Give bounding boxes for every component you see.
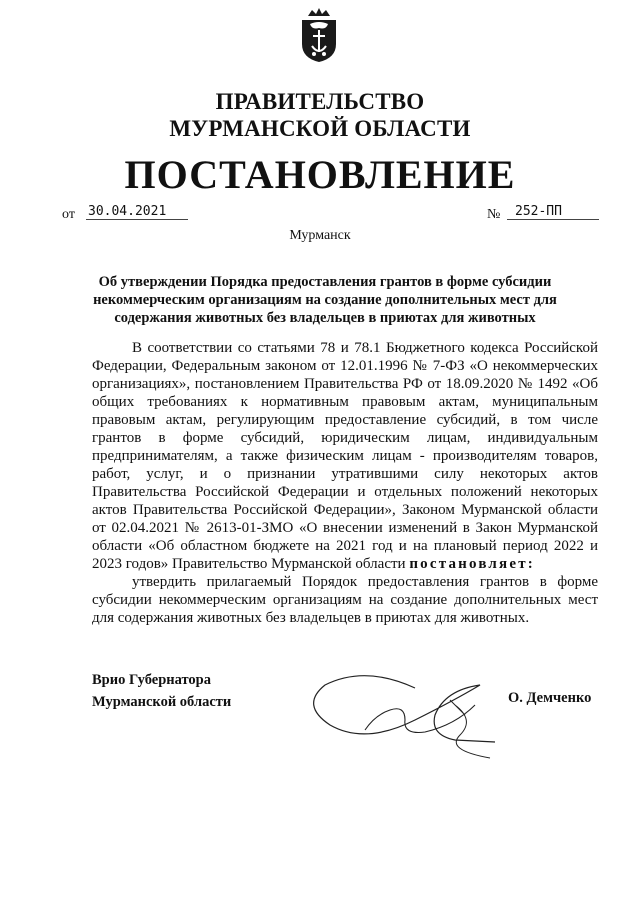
body-line-text: 2023 годов» Правительство Мурманской области — [92, 556, 406, 572]
handwritten-signature — [305, 660, 505, 765]
coat-of-arms-icon — [294, 6, 344, 64]
title-line: некоммерческим организациям на создание дополнительных мест для — [93, 292, 557, 308]
document-title — [90, 273, 560, 327]
title-line: содержания животных без владельцев в приютах для животных — [114, 310, 536, 326]
body-line: от 02.04.2021 № 2613-01-ЗМО «О внесении изменений в Закон Мурманской — [92, 520, 598, 536]
body-line: В соответствии со статьями 78 и 78.1 Бюджетного кодекса Российской — [132, 340, 598, 356]
government-line-2: МУРМАНСКОЙ ОБЛАСТИ — [169, 116, 471, 141]
body-line: работ, услуг, и о признании утратившими силу некоторых актов — [92, 466, 598, 482]
signatory-name: О. Демченко — [508, 690, 592, 706]
body-line: правовым актам, регулирующим предоставление субсидий, в том числе — [92, 412, 598, 428]
body-line: Правительства Российской Федерации и отдельных положений некоторых — [92, 484, 598, 500]
body-line: общих требованиях к нормативным правовым актам, муниципальным — [92, 394, 598, 410]
body-line: предпринимателям, а также физическим лицам - производителям товаров, — [92, 448, 598, 464]
signatory-position — [92, 669, 231, 713]
document-body — [92, 339, 598, 627]
resolution-line: утвердить прилагаемый Порядок предоставления грантов в форме — [132, 574, 598, 590]
date-value: 30.04.2021 — [86, 204, 188, 220]
city: Мурманск — [289, 228, 351, 243]
document-type: ПОСТАНОВЛЕНИЕ — [124, 152, 516, 197]
body-line: организациях», постановлением Правительства РФ от 18.09.2020 № 1492 «Об — [92, 376, 598, 392]
position-line-2: Мурманской области — [92, 694, 232, 710]
body-line: области «Об областном бюджете на 2021 год и на плановый период 2022 и — [92, 538, 598, 554]
government-line-1: ПРАВИТЕЛЬСТВО — [215, 89, 425, 114]
resolution-line: субсидии некоммерческим организациям на создание дополнительных мест — [92, 592, 598, 608]
number-value: 252-ПП — [507, 204, 599, 220]
resolution-line: для содержания животных без владельцев в приютах для животных. — [92, 610, 530, 626]
title-line: Об утверждении Порядка предоставления грантов в форме субсидии — [98, 274, 552, 290]
body-line: актов Правительства Российской Федерации», Законом Мурманской области — [92, 502, 598, 518]
number-sign: № — [487, 207, 501, 222]
decree-word: постановляет: — [409, 556, 535, 572]
date-prefix: от — [62, 207, 75, 222]
position-line-1: Врио Губернатора — [92, 672, 211, 688]
body-line: Федерации, Федеральным законом от 12.01.1996 № 7-ФЗ «О некоммерческих — [92, 358, 598, 374]
body-line: грантов в форме субсидий, юридическим лицам, индивидуальным — [92, 430, 598, 446]
body-line-final — [92, 555, 598, 573]
government-name — [0, 88, 640, 142]
